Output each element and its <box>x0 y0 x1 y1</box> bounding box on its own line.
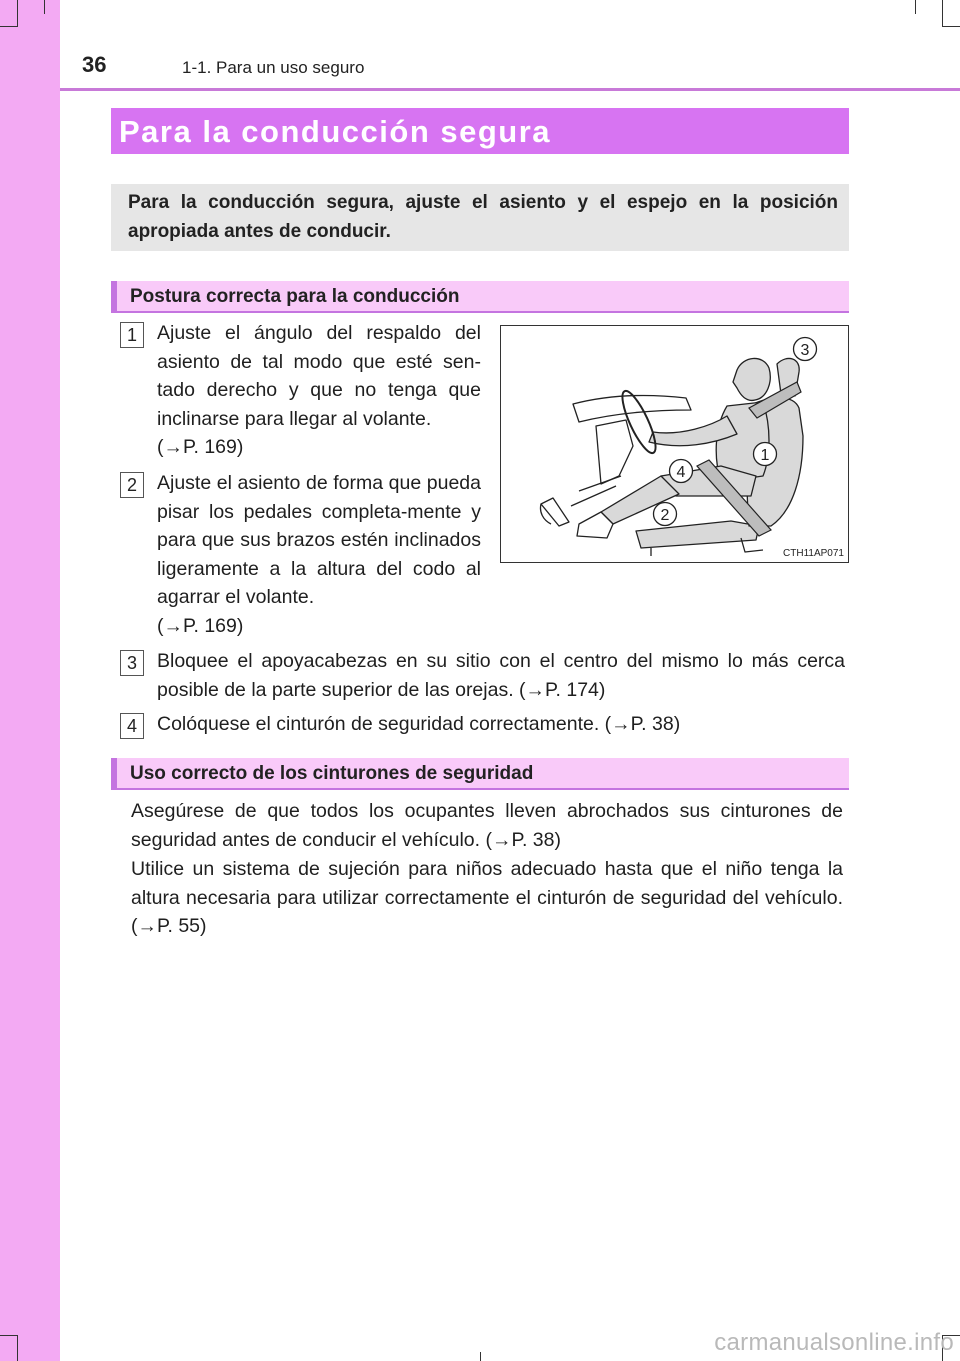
intro-box <box>111 184 849 251</box>
callout-2-label: 2 <box>660 507 670 524</box>
callout-1-label: 1 <box>760 447 770 464</box>
item-4-text: Colóquese el cinturón de seguridad correctamente. (→P. 38) <box>157 713 681 735</box>
item-number-4: 4 <box>120 713 144 739</box>
intro-text: Para la conducción segura, ajuste el asiento y el espejo en la posición apropiada antes de conducir. <box>128 192 838 242</box>
item-2-body: Ajuste el asiento de forma que pueda pisar los pedales completa-mente y para que sus brazos estén inclinados ligeramente a la altura del codo al agarrar el volante. <box>157 472 481 609</box>
footer-watermark: carmanualsonline.info <box>714 1329 954 1356</box>
item-3-text: Bloquee el apoyacabezas en su sitio con el centro del mismo lo más cerca posible de la parte superior de las orejas. (→P. 174) <box>157 650 845 701</box>
subheading-posture <box>111 281 849 313</box>
page-number: 36 <box>82 52 107 77</box>
item-number-1: 1 <box>120 322 144 348</box>
figure-code: CTH11AP071 <box>783 548 844 559</box>
section-header: 1-1. Para un uso seguro <box>182 58 365 77</box>
side-color-band <box>0 0 60 1361</box>
crop-mark <box>44 0 45 14</box>
item-2-text <box>157 469 481 641</box>
crop-mark <box>480 1352 481 1361</box>
title-bar <box>111 108 849 154</box>
subheading-seatbelts <box>111 758 849 790</box>
seatbelt-paragraph-2: Utilice un sistema de sujeción para niños adecuado hasta que el niño tenga la altura necesaria para utilizar correctamente el cinturón de seguridad del vehículo. (→P. 55) <box>131 858 843 938</box>
seatbelt-paragraph-1: Asegúrese de que todos los ocupantes lleven abrochados sus cinturones de seguridad antes de conducir el vehículo. (→P. 38) <box>131 800 843 851</box>
crop-mark <box>942 26 960 27</box>
subheading-posture-label: Postura correcta para la conducción <box>130 286 460 307</box>
callout-4-label: 4 <box>676 464 686 481</box>
crop-mark <box>942 0 943 27</box>
header-rule <box>60 88 960 91</box>
subheading-seatbelts-label: Uso correcto de los cinturones de seguridad <box>130 763 534 784</box>
crop-mark <box>17 0 18 27</box>
item-number-3: 3 <box>120 650 144 676</box>
driver-seat-illustration <box>501 326 848 562</box>
item-1-body: Ajuste el ángulo del respaldo del asiento de tal modo que esté sen-tado derecho y que no tenga que inclinarse para llegar al volante. <box>157 322 481 430</box>
item-2-ref: (→P. 169) <box>157 614 244 637</box>
item-1-text <box>157 319 481 462</box>
crop-mark <box>17 1335 18 1361</box>
item-1-ref: (→P. 169) <box>157 436 244 459</box>
crop-mark <box>915 0 916 14</box>
item-number-2: 2 <box>120 472 144 498</box>
crop-mark <box>0 1335 18 1336</box>
callout-3-label: 3 <box>800 342 810 359</box>
driving-posture-figure <box>500 325 849 563</box>
crop-mark <box>0 26 18 27</box>
page-title: Para la conducción segura <box>119 114 552 149</box>
